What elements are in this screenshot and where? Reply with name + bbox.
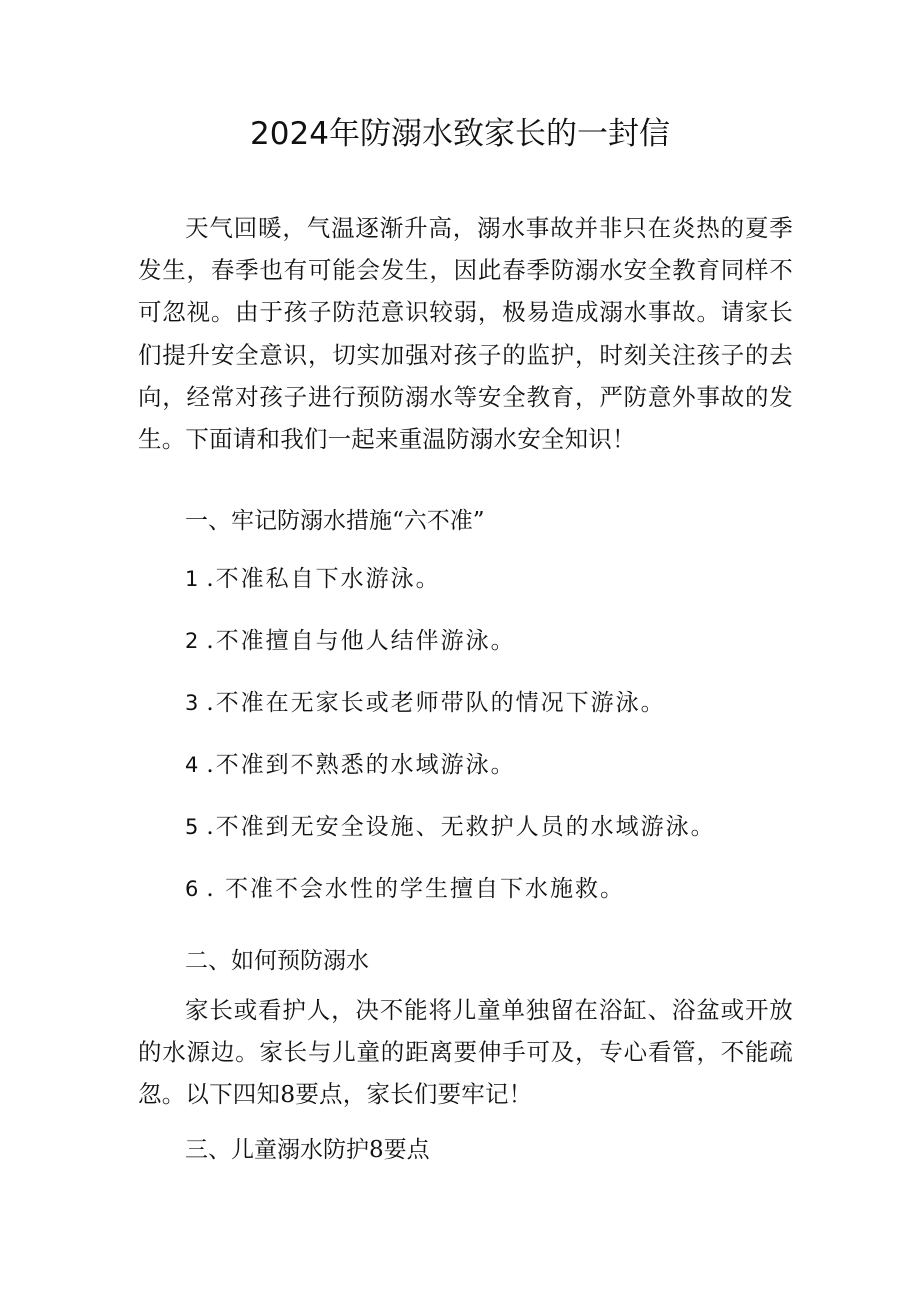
section2-heading: 二、如何预防溺水 — [185, 948, 369, 974]
rule-item-6 — [185, 873, 625, 905]
rule-number: 3 — [185, 691, 199, 715]
section3-heading: 三、儿童溺水防护8要点 — [185, 1137, 430, 1163]
section2-paragraph: 家长或看护人，决不能将儿童单独留在浴缸、浴盆或开放的水源边。家长与儿童的距离要伸手可及，专心看管，不能疏忽。以下四知8要点，家长们要牢记！ — [138, 996, 793, 1109]
rule-number: 6 — [185, 877, 199, 901]
rule-item-1 — [185, 563, 441, 595]
rule-number: 4 — [185, 753, 199, 777]
rule-text: .不准到无安全设施、无救护人员的水域游泳。 — [206, 814, 716, 840]
rule-text: .不准擅自与他人结伴游泳。 — [206, 628, 516, 654]
document-title: 2024年防溺水致家长的一封信 — [250, 116, 670, 152]
rule-text: .不准在无家长或老师带队的情况下游泳。 — [206, 690, 666, 716]
rule-text: .不准私自下水游泳。 — [206, 566, 441, 592]
rule-item-3 — [185, 687, 666, 719]
rule-text: . 不准不会水性的学生擅自下水施救。 — [206, 876, 625, 902]
rule-text: .不准到不熟悉的水域游泳。 — [206, 752, 516, 778]
rule-item-5 — [185, 811, 716, 843]
rule-number: 2 — [185, 629, 199, 653]
rule-item-2 — [185, 625, 516, 657]
rule-number: 5 — [185, 815, 199, 839]
rule-number: 1 — [185, 567, 199, 591]
intro-paragraph: 天气回暖，气温逐渐升高，溺水事故并非只在炎热的夏季发生，春季也有可能会发生，因此春季防溺水安全教育同样不可忽视。由于孩子防范意识较弱，极易造成溺水事故。请家长们提升安全意识，切实加强对孩子的监护，时刻关注孩子的去向，经常对孩子进行预防溺水等安全教育，严防意外事故的发生。下面请和我们一起来重温防溺水安全知识！ — [138, 214, 793, 454]
rule-item-4 — [185, 749, 516, 781]
section1-heading: 一、牢记防溺水措施“六不准” — [185, 508, 485, 534]
